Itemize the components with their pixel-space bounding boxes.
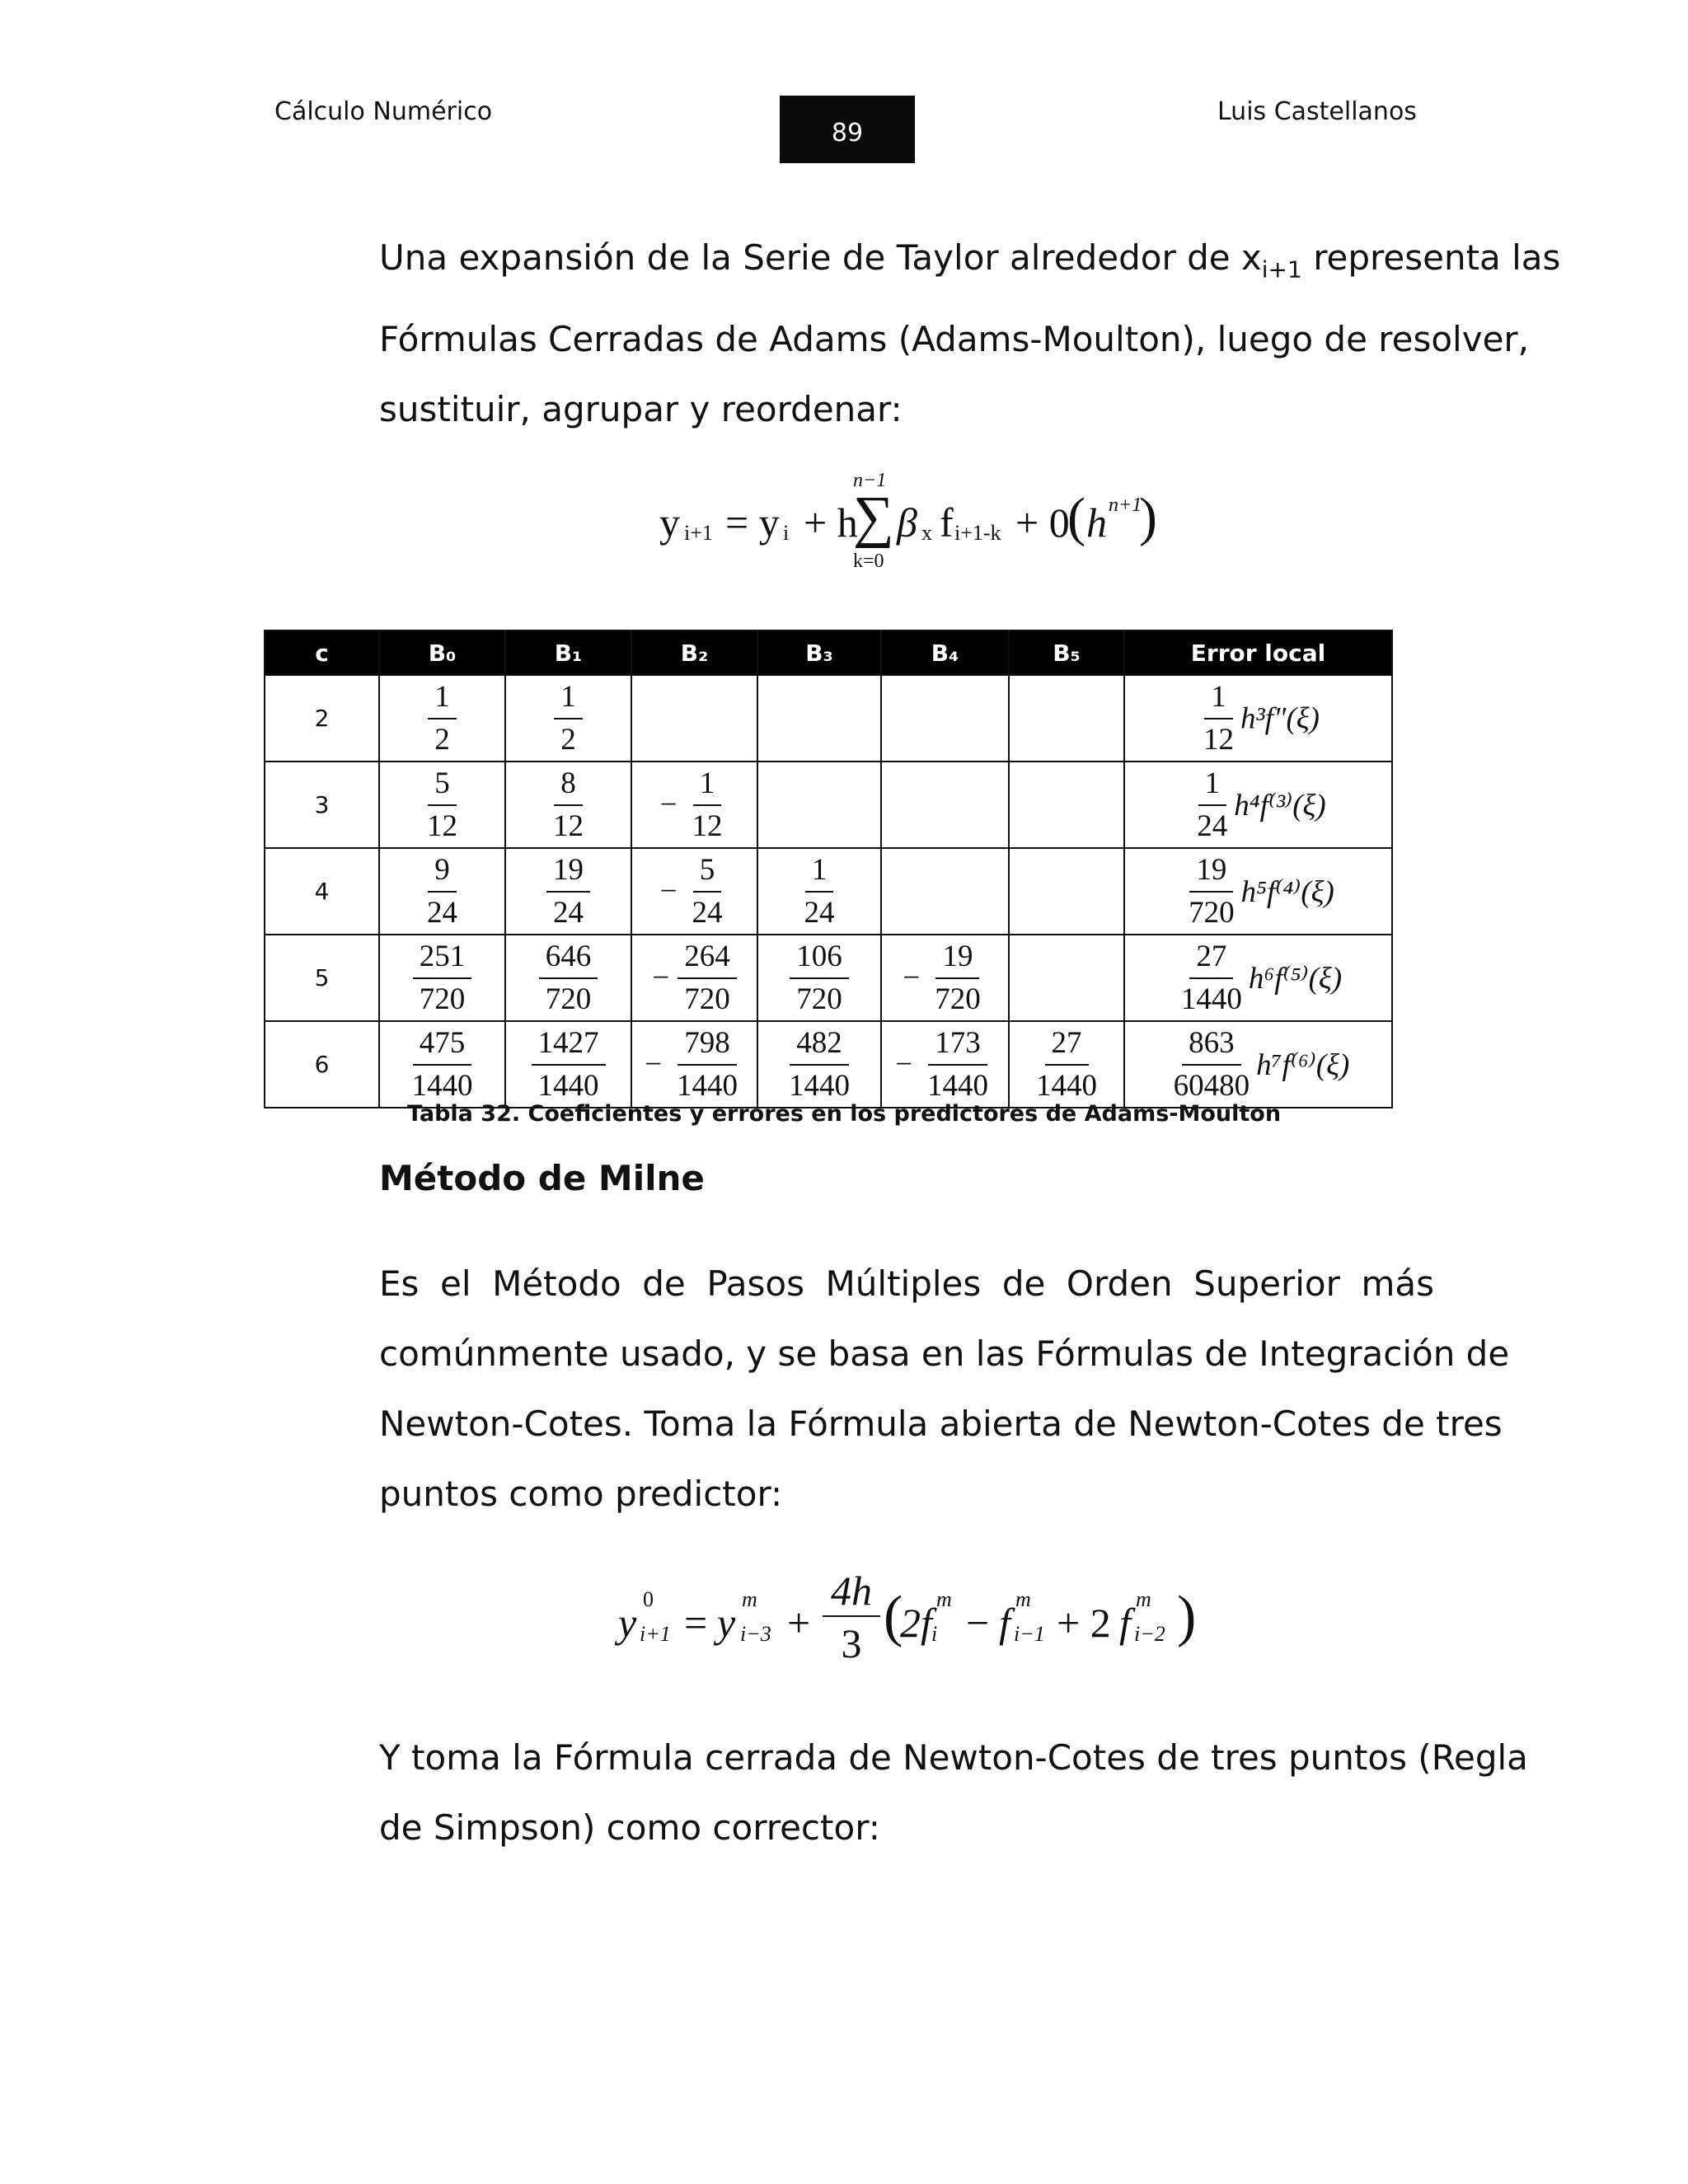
fraction-numerator: 27 [1189,939,1233,979]
col-header-b5: B₅ [1009,630,1124,675]
error-expression: h⁴f⁽³⁾(ξ) [1234,788,1326,823]
error-expression: h⁵f⁽⁴⁾(ξ) [1240,874,1334,909]
fraction-numerator: 251 [413,939,472,979]
fraction-denominator: 24 [553,895,584,930]
running-header-title: Cálculo Numérico [274,97,493,126]
table-row [265,675,1392,762]
coefficient-cell [1009,762,1124,848]
fraction-numerator: 1 [1204,679,1233,719]
error-fraction [1167,1025,1257,1104]
fraction-numerator: 1 [805,852,834,893]
minus-sign: − [903,961,921,995]
fraction-denominator: 60480 [1173,1068,1250,1103]
fraction-numerator: 1 [428,679,457,719]
milne-line-4: puntos como predictor: [379,1474,783,1514]
fraction-denominator: 1440 [926,1068,988,1103]
coefficient-cell [505,675,631,762]
fraction [921,1025,995,1104]
page-number-box [780,96,915,163]
fraction-denominator: 24 [692,895,723,930]
fraction-denominator: 24 [804,895,835,930]
col-header-b3: B₃ [757,630,881,675]
minus-sign: − [659,874,678,908]
fraction-numerator: 264 [678,939,737,979]
fraction [546,852,590,931]
running-header-author: Luis Castellanos [1217,97,1417,126]
milne-paragraph [379,1249,1510,1529]
fraction-numerator: 5 [428,766,457,806]
col-header-c: c [265,630,379,675]
fraction-denominator: 720 [796,982,842,1016]
local-error-cell [1124,675,1392,762]
fraction-denominator: 720 [1189,895,1235,930]
coefficient-cell [631,675,757,762]
fraction-numerator: 482 [790,1025,849,1066]
fraction-denominator: 12 [553,808,584,843]
row-c-value: 4 [265,848,379,935]
col-header-b0: B₀ [379,630,505,675]
minus-sign: − [652,961,670,995]
fraction-numerator: 475 [413,1025,472,1066]
coefficient-cell [379,848,505,935]
fraction-numerator: 1 [1198,766,1227,806]
fraction-denominator: 1440 [537,1068,599,1103]
fraction-denominator: 24 [427,895,457,930]
row-c-value: 2 [265,675,379,762]
error-expression: h⁶f⁽⁵⁾(ξ) [1248,961,1343,996]
fraction-denominator: 12 [692,808,723,843]
intro-line-1: Una expansión de la Serie de Taylor alrededor de $x_{i+1}$ representa las [379,237,1561,284]
coefficient-cell [757,848,881,935]
fraction [670,1025,744,1104]
section-heading: Método de Milne [379,1158,705,1198]
fraction-numerator: 8 [554,766,583,806]
coefficient-cell [1009,1021,1124,1108]
milne-line-1: Es el Método de Pasos Múltiples de Orden Superior más [379,1263,1434,1304]
fraction-denominator: 1440 [789,1068,850,1103]
fraction-numerator: 5 [693,852,722,893]
fraction-numerator: 646 [539,939,598,979]
row-c-value: 3 [265,762,379,848]
minus-sign: − [895,1047,912,1081]
fraction-numerator: 4h [823,1566,880,1617]
fraction [1029,1025,1104,1104]
milne-line-3: Newton-Cotes. Toma la Fórmula abierta de Newton-Cotes de tres [379,1404,1503,1444]
table-caption: Tabla 32. Coeficientes y errores en los predictores de Adams-Moulton [406,1101,1282,1127]
fraction-denominator: 2 [560,722,576,757]
coefficient-cell [505,848,631,935]
col-header-b2: B₂ [631,630,757,675]
coefficient-cell [757,935,881,1021]
col-header-b4: B₄ [881,630,1009,675]
error-fraction [1175,939,1249,1018]
corrector-line-2: de Simpson) como corrector: [379,1807,880,1848]
fraction [928,939,987,1018]
row-c-value: 6 [265,1021,379,1108]
coefficient-cell [757,762,881,848]
fraction [428,679,457,758]
page-number: 89 [831,118,864,148]
fraction-denominator: 12 [427,808,457,843]
intro-line-2: Fórmulas Cerradas de Adams (Adams-Moulton), luego de resolver, [379,319,1530,360]
fraction [420,852,464,931]
fraction [782,1025,856,1104]
fraction [406,1025,480,1104]
corrector-line-1: Y toma la Fórmula cerrada de Newton-Cotes de tres puntos (Regla [379,1737,1528,1778]
fraction-denominator: 720 [545,982,592,1016]
fraction-denominator: 24 [1197,808,1228,843]
intro-line-3: sustituir, agrupar y reordenar: [379,389,903,430]
coefficient-cell [1009,935,1124,1021]
fraction-numerator: 1 [554,679,583,719]
fraction-numerator: 106 [790,939,849,979]
fraction [685,766,729,845]
fraction-denominator: 1440 [1180,982,1242,1016]
fraction-numerator: 863 [1182,1025,1241,1066]
intro-paragraph [379,223,1561,444]
local-error-cell [1124,848,1392,935]
minus-sign: − [645,1047,662,1081]
local-error-cell [1124,1021,1392,1108]
table-row [265,1021,1392,1108]
fraction-denominator: 1440 [411,1068,473,1103]
coefficient-cell [379,762,505,848]
coefficient-cell [631,1021,757,1108]
fraction [790,939,849,1018]
fraction [678,939,737,1018]
coefficient-cell [505,762,631,848]
local-error-cell [1124,762,1392,848]
fraction-denominator: 2 [434,722,450,757]
coefficient-cell [379,1021,505,1108]
adams-moulton-formula: y i+1 = y i + h n−1 ∑ k=0 β x f i+1-k + 0 ( h n+1 ) [659,470,1157,572]
minus-sign: − [659,788,678,822]
table-header-row [265,630,1392,675]
fraction [546,766,590,845]
coefficient-cell [881,762,1009,848]
fraction-numerator: 9 [428,852,457,893]
coefficient-cell [757,675,881,762]
fraction [685,852,729,931]
error-fraction [1190,766,1234,845]
corrector-paragraph [379,1722,1528,1863]
coefficient-cell [1009,848,1124,935]
fraction-denominator: 3 [841,1620,862,1666]
milne-line-2: comúnmente usado, y se basa en las Fórmulas de Integración de [379,1333,1510,1374]
fraction-numerator: 19 [935,939,979,979]
col-header-error: Error local [1124,630,1392,675]
sum-lower-limit: k=0 [853,551,884,572]
coefficient-cell [881,675,1009,762]
fraction-numerator: 27 [1045,1025,1089,1066]
coefficient-cell [1009,675,1124,762]
error-expression: h³f"(ξ) [1240,701,1320,735]
fraction-denominator: 1440 [1036,1068,1097,1103]
coefficient-cell [379,935,505,1021]
fraction-numerator: 798 [678,1025,737,1066]
fraction [554,679,583,758]
coefficient-cell [757,1021,881,1108]
row-c-value: 5 [265,935,379,1021]
fraction-denominator: 720 [935,982,981,1016]
local-error-cell [1124,935,1392,1021]
table-row [265,848,1392,935]
coefficient-cell [379,675,505,762]
coefficient-cell [881,848,1009,935]
fraction-numerator: 19 [1189,852,1233,893]
sum-upper-limit: n−1 [853,470,887,491]
fraction [420,766,464,845]
table-row [265,935,1392,1021]
milne-predictor-formula: y 0 i+1 = y m i−3 + 4h 3 ( 2f m i − f m i−1 + 2 f m i−2 ) [618,1568,1197,1666]
coefficient-cell [631,848,757,935]
coefficient-cell [881,935,1009,1021]
coefficient-cell [505,1021,631,1108]
error-expression: h⁷f⁽⁶⁾(ξ) [1256,1047,1350,1082]
fraction-denominator: 720 [419,982,466,1016]
x-subscript: i+1 [1261,255,1302,284]
coefficient-cell [631,935,757,1021]
coefficient-cell [505,935,631,1021]
fraction [413,939,472,1018]
coefficient-cell [881,1021,1009,1108]
fraction-numerator: 173 [928,1025,987,1066]
fraction-denominator: 1440 [676,1068,738,1103]
fraction-numerator: 1427 [532,1025,606,1066]
summation-symbol: ∑ [853,485,894,549]
fraction-denominator: 720 [684,982,730,1016]
fraction [539,939,598,1018]
coefficient-cell [631,762,757,848]
fraction-numerator: 19 [546,852,590,893]
error-fraction [1182,852,1241,931]
fraction [798,852,842,931]
fraction [532,1025,606,1104]
col-header-b1: B₁ [505,630,631,675]
table-row [265,762,1392,848]
fraction-numerator: 1 [693,766,722,806]
error-fraction [1197,679,1240,758]
fraction-denominator: 12 [1203,722,1235,757]
adams-moulton-coefficient-table [264,630,1393,1108]
